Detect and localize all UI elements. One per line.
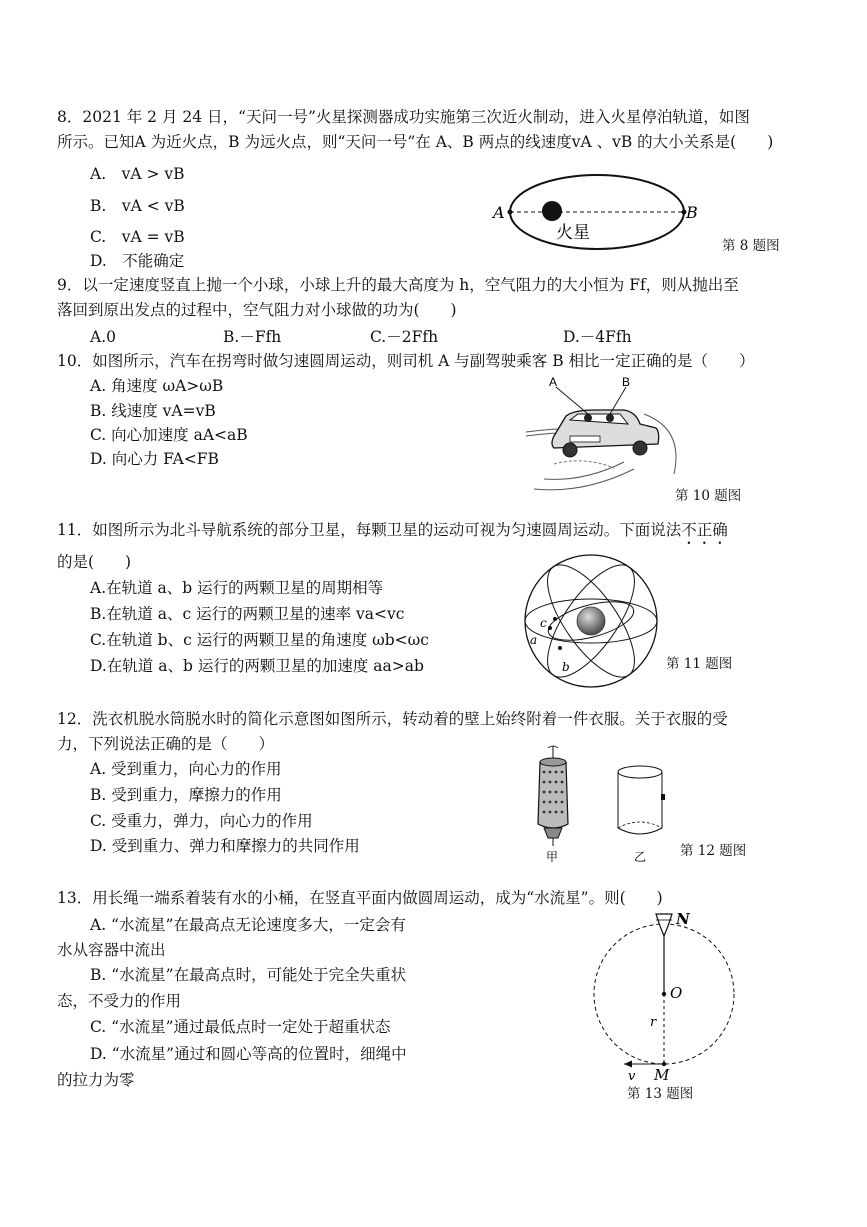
q11-stem-line2: 的是( ) xyxy=(57,553,132,571)
q13-stem: 13．用长绳一端系着装有水的小桶，在竖直平面内做圆周运动，成为“水流星”。则( ) xyxy=(57,889,663,907)
q9-option-a: A.0 xyxy=(90,328,116,346)
q8-option-b: B. vA < vB xyxy=(90,197,185,215)
q9-option-b: B.－Ffh xyxy=(223,328,282,346)
q12-option-b: B. 受到重力，摩擦力的作用 xyxy=(90,786,282,804)
q8-label-a: A xyxy=(493,203,505,222)
q12-caption: 第 12 题图 xyxy=(680,843,747,859)
q13-label-m: M xyxy=(654,1066,670,1080)
q11-stem-line1 xyxy=(57,519,728,548)
q12-clothes xyxy=(661,794,665,800)
q13-option-c: C. “水流星”通过最低点时一定处于超重状态 xyxy=(90,1018,391,1036)
q10-car-figure xyxy=(524,374,689,496)
q8-point-a xyxy=(508,210,513,215)
q8-orbit-figure xyxy=(488,172,713,254)
q8-mars-body xyxy=(542,201,562,221)
q10-caption: 第 10 题图 xyxy=(675,488,742,504)
q13-option-a-line1: A. “水流星”在最高点无论速度多大，一定会有 xyxy=(90,916,406,934)
q12-option-c: C. 受重力，弹力，向心力的作用 xyxy=(90,812,313,830)
q11-label-b: b xyxy=(562,660,570,674)
q8-option-d: D. 不能确定 xyxy=(90,252,185,270)
q11-option-d: D.在轨道 a、b 运行的两颗卫星的加速度 aa>ab xyxy=(90,657,424,675)
q13-water-meteor-figure xyxy=(586,908,746,1080)
q13-option-a-line2: 水从容器中流出 xyxy=(57,941,166,959)
q10-passenger-head xyxy=(606,414,614,422)
q8-stem-line1: 8．2021 年 2 月 24 日，“天问一号”火星探测器成功实施第三次近火制动，进入火星停泊轨道，如图 xyxy=(57,108,750,126)
q12-option-a: A. 受到重力，向心力的作用 xyxy=(90,760,282,778)
q10-option-c: C. 向心加速度 aA<aB xyxy=(90,426,248,444)
q13-label-v: v xyxy=(628,1069,636,1080)
q13-bucket xyxy=(656,914,672,936)
q12-label-yi: 乙 xyxy=(634,850,647,864)
q10-option-d: D. 向心力 FA<FB xyxy=(90,450,219,468)
q10-label-a: A xyxy=(549,375,558,389)
q13-caption: 第 13 题图 xyxy=(627,1086,694,1102)
q11-option-b: B.在轨道 a、c 运行的两颗卫星的速率 va<vc xyxy=(90,605,405,623)
q12-stem-line1: 12．洗衣机脱水筒脱水时的简化示意图如图所示，转动着的壁上始终附着一件衣服。关于衣服的受 xyxy=(57,710,728,728)
q13-option-b-line1: B. “水流星”在最高点时，可能处于完全失重状 xyxy=(90,966,407,984)
q13-option-d-line1: D. “水流星”通过和圆心等高的位置时，细绳中 xyxy=(90,1045,407,1063)
q9-option-c: C.－2Ffh xyxy=(370,328,439,346)
q13-label-n: N xyxy=(676,910,690,928)
q12-label-jia: 甲 xyxy=(546,850,559,864)
q9-stem-line1: 9．以一定速度竖直上抛一个小球，小球上升的最大高度为 h，空气阻力的大小恒为 Ff，则从抛出至 xyxy=(57,276,739,294)
q8-caption: 第 8 题图 xyxy=(722,238,780,254)
q13-option-d-line2: 的拉力为零 xyxy=(57,1071,135,1089)
q10-option-a: A. 角速度 ωA>ωB xyxy=(90,377,224,395)
q13-option-b-line2: 态，不受力的作用 xyxy=(57,992,182,1010)
q11-stem-emphasis: 不正确 xyxy=(681,521,728,539)
q8-label-mars: 火星 xyxy=(556,223,590,242)
q8-stem-line2: 所示。已知A 为近火点，B 为远火点，则“天问一号”在 A、B 两点的线速度vA 、vB 的大小关系是( ) xyxy=(57,133,774,151)
q8-option-a: A. vA > vB xyxy=(90,165,185,183)
q12-stem-line2: 力，下列说法正确的是（ ） xyxy=(57,735,275,753)
q13-label-o: O xyxy=(670,984,683,1002)
q10-stem: 10．如图所示，汽车在拐弯时做匀速圆周运动，则司机 A 与副驾驶乘客 B 相比一定正确的是（ ） xyxy=(57,352,755,370)
q10-label-b: B xyxy=(622,375,631,389)
q10-option-b: B. 线速度 vA=vB xyxy=(90,402,216,420)
q11-label-c: c xyxy=(540,616,547,630)
q10-driver-head xyxy=(584,414,592,422)
q11-stem-text: 11．如图所示为北斗导航系统的部分卫星，每颗卫星的运动可视为匀速圆周运动。下面说法 xyxy=(57,521,682,539)
q11-satellite-figure xyxy=(518,551,664,691)
q11-label-a: a xyxy=(530,633,538,647)
q12-washer-figure xyxy=(530,744,680,864)
q8-label-b: B xyxy=(686,203,698,222)
q8-option-c: C. vA = vB xyxy=(90,228,185,246)
q13-label-r: r xyxy=(650,1015,657,1030)
q12-option-d: D. 受到重力、弹力和摩擦力的共同作用 xyxy=(90,837,360,855)
q9-option-d: D.－4Ffh xyxy=(563,328,632,346)
q11-earth xyxy=(577,607,605,635)
q12-drum xyxy=(538,759,568,828)
q11-option-c: C.在轨道 b、c 运行的两颗卫星的角速度 ωb<ωc xyxy=(90,631,429,649)
q11-option-a: A.在轨道 a、b 运行的两颗卫星的周期相等 xyxy=(90,579,384,597)
q11-caption: 第 11 题图 xyxy=(666,656,733,672)
q9-stem-line2: 落回到原出发点的过程中，空气阻力对小球做的功为( ) xyxy=(57,301,457,319)
